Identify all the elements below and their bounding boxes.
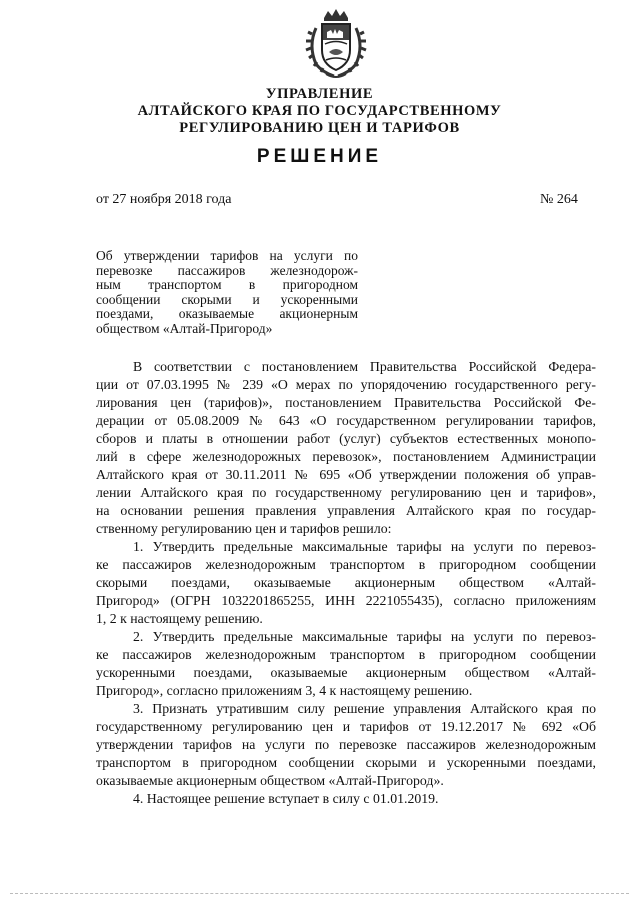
body-line: дерации от 05.08.2009 № 643 «О государственном регулировании тарифов, [96,413,596,428]
body-line: 1, 2 к настоящему решению. [96,611,263,626]
body-line: лирования цен (тарифов)», постановлением Правительства Российской Фе- [96,395,596,410]
body-line: Алтайского края от 30.11.2011 № 695 «Об утверждении положения об управ- [96,467,596,482]
body-line: Пригород» (ОГРН 1032201865255, ИНН 2221055435), согласно приложениям [96,593,596,608]
subject-line: ным транспортом в пригородном [96,277,358,292]
body-line: оказываемые акционерным обществом «Алтай-Пригород». [96,773,444,788]
body-line: 3. Признать утратившим силу решение управления Алтайского края по [133,701,596,716]
body-line: скорыми поездами, оказываемые акционерным обществом «Алтай- [96,575,596,590]
body-line: В соответствии с постановлением Правительства Российской Федера- [133,359,596,374]
body-line: транспортом в пригородном сообщении скорыми и ускоренными поездами, [96,755,596,770]
subject-line: поездами, оказываемые акционерным [96,306,358,321]
body-line: сборов и платы в отношении работ (услуг) субъектов естественных монопо- [96,431,596,446]
body-line: ции от 07.03.1995 № 239 «О мерах по упорядочению государственного регу- [96,377,596,392]
document-body [96,358,596,808]
body-line: 2. Утвердить предельные максимальные тарифы на услуги по перевоз- [133,629,596,644]
body-line: лении Алтайского края по государственному регулированию цен и тарифов», [96,485,596,500]
subject-line: обществом «Алтай-Пригород» [96,320,273,336]
subject-line: Об утверждении тарифов на услуги по [96,248,358,263]
subject-line: сообщении скорыми и ускоренными [96,291,358,307]
org-name-line-2: АЛТАЙСКОГО КРАЯ ПО ГОСУДАРСТВЕННОМУ [137,103,502,119]
document-subject [96,249,358,336]
body-line: лий в сфере железнодорожных перевозок», постановлением Администрации [96,449,596,464]
body-line: 1. Утвердить предельные максимальные тарифы на услуги по перевоз- [133,539,596,554]
document-type-title: РЕШЕНИЕ [256,146,383,167]
body-line: утверждении тарифов на услуги по перевозке пассажиров железнодорожным [96,737,596,752]
body-line: государственному регулированию цен и тарифов от 19.12.2017 № 692 «Об [96,719,596,734]
coat-of-arms-emblem [302,8,370,80]
body-line: ке пассажиров железнодорожным транспортом в пригородном сообщении [96,647,596,662]
body-line: ускоренными поездами, оказываемые акционерным обществом «Алтай- [96,665,596,680]
body-line: ке пассажиров железнодорожным транспортом в пригородном сообщении [96,557,596,572]
body-line: ственному регулированию цен и тарифов решило: [96,521,392,536]
document-date: от 27 ноября 2018 года [96,192,232,207]
subject-line: перевозке пассажиров железнодорож- [96,262,358,278]
org-name-line-3: РЕГУЛИРОВАНИЮ ЦЕН И ТАРИФОВ [179,120,460,136]
body-line: Пригород», согласно приложениям 3, 4 к настоящему решению. [96,683,473,698]
body-line: 4. Настоящее решение вступает в силу с 01.01.2019. [133,791,439,806]
page-bottom-divider [10,893,629,894]
body-line: на основании решения правления управления Алтайского края по государ- [96,503,596,518]
document-number: № 264 [540,192,578,207]
org-name-line-1: УПРАВЛЕНИЕ [265,86,374,102]
